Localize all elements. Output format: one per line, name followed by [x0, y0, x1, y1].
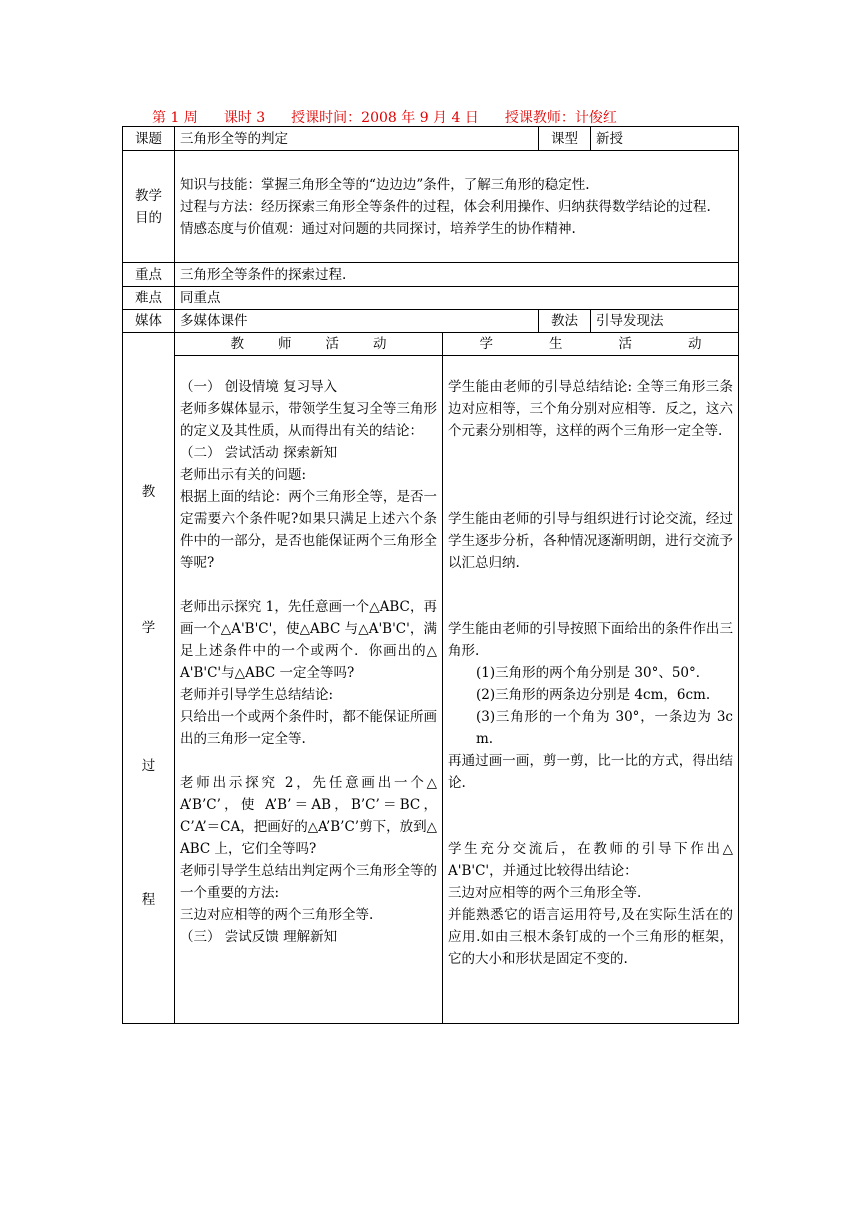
- difficulty-label: 难点: [123, 287, 175, 310]
- teacher-review-text: 老师多媒体显示，带领学生复习全等三角形的定义及其性质，从而得出有关的结论：: [180, 401, 437, 439]
- header-teacher: 授课教师：计俊红: [504, 110, 617, 126]
- student-response-1: 学生能由老师的引导总结结论: 全等三角形三条边对应相等，三个角分别对应相等．反之，这六个元素分别相等，这样的两个三角形一定全等.: [448, 379, 733, 439]
- student-header-char-3: 活: [618, 336, 632, 352]
- teacher-explore-2: 老师出示探究 2，先任意画出一个△A’B’C’，使 A’B’＝AB，B’C’＝BC，C’A’＝CA，把画好的△A’B’C’剪下，放到△ABC 上，它们全等吗?: [180, 775, 437, 857]
- teacher-step-3-title: （三） 尝试反馈 理解新知: [180, 929, 338, 945]
- teacher-method-intro: 老师引导学生总结出判定两个三角形全等的一个重要的方法:: [180, 863, 437, 901]
- topic-value: 三角形全等的判定: [175, 127, 539, 151]
- side-char-2: 学: [141, 620, 156, 636]
- student-activity-header: [443, 333, 739, 356]
- media-label: 媒体: [123, 310, 175, 333]
- media-row: [123, 310, 739, 333]
- student-response-5: 学生充分交流后，在教师的引导下作出△A'B'C'，并通过比较得出结论：: [448, 841, 733, 879]
- header-date: 授课时间：2008 年 9 月 4 日: [291, 110, 479, 126]
- lesson-header: [152, 107, 643, 127]
- side-char-1: 教: [141, 484, 156, 500]
- teacher-step-2-title: （二） 尝试活动 探索新知: [180, 445, 338, 461]
- key-value: 三角形全等条件的探索过程.: [175, 263, 739, 287]
- teacher-summary-1: 只给出一个或两个条件时，都不能保证所画出的三角形一定全等.: [180, 709, 437, 747]
- header-lesson: 课时 3: [223, 110, 266, 126]
- student-condition-1: (1)三角形的两个角分别是 30°、50°．: [476, 665, 710, 681]
- side-char-4: 程: [141, 892, 156, 908]
- student-header-char-1: 学: [479, 336, 493, 352]
- side-char-3: 过: [141, 758, 156, 774]
- process-content-row: [123, 356, 739, 1024]
- goal-attitude: 情感态度与价值观：通过对问题的共同探讨，培养学生的协作精神.: [180, 220, 576, 237]
- teacher-question-intro: 老师出示有关的问题:: [180, 467, 307, 483]
- student-activity-content: [443, 356, 739, 1024]
- teacher-header-char-2: 师: [278, 336, 292, 352]
- process-side-label: [123, 333, 175, 1024]
- teacher-sss-rule: 三边对应相等的两个三角形全等.: [180, 907, 374, 923]
- student-sss-rule: 三边对应相等的两个三角形全等.: [448, 885, 642, 901]
- goal-content: [175, 151, 739, 263]
- goal-label-line-1: 教学: [135, 187, 162, 204]
- goal-label-line-2: 目的: [135, 209, 162, 226]
- process-header-row: [123, 333, 739, 356]
- type-value: 新授: [591, 127, 739, 151]
- student-response-3: 学生能由老师的引导按照下面给出的条件作出三角形.: [448, 621, 733, 659]
- student-application: 并能熟悉它的语言运用符号,及在实际生活在的应用.如由三根木条钉成的一个三角形的框架，它的大小和形状是固定不变的.: [448, 907, 733, 967]
- teacher-header-char-1: 教: [230, 336, 244, 352]
- teacher-question: 根据上面的结论：两个三角形全等，是否一定需要六个条件呢?如果只满足上述六个条件中的一部分，是否也能保证两个三角形全等呢?: [180, 489, 437, 571]
- teacher-activity-content: [175, 356, 443, 1024]
- student-condition-2: (2)三角形的两条边分别是 4cm，6cm.: [476, 687, 711, 703]
- student-header-char-4: 动: [688, 336, 702, 352]
- key-row: [123, 263, 739, 287]
- teacher-summary-intro: 老师并引导学生总结结论:: [180, 687, 334, 703]
- method-label: 教法: [539, 310, 591, 333]
- header-week: 第 1 周: [152, 110, 198, 126]
- goal-process: 过程与方法：经历探索三角形全等条件的过程，体会利用操作、归纳获得数学结论的过程.: [180, 198, 711, 215]
- media-value: 多媒体课件: [175, 310, 539, 333]
- teacher-activity-header: [175, 333, 443, 356]
- student-header-char-2: 生: [549, 336, 563, 352]
- goal-row: [123, 151, 739, 263]
- topic-label: 课题: [123, 127, 175, 151]
- type-label: 课型: [539, 127, 591, 151]
- goal-knowledge: 知识与技能：掌握三角形全等的“边边边”条件，了解三角形的稳定性.: [180, 176, 590, 193]
- teacher-header-char-3: 活: [325, 336, 339, 352]
- teacher-header-char-4: 动: [373, 336, 387, 352]
- lesson-plan-table: [122, 126, 739, 1024]
- student-response-2: 学生能由老师的引导与组织进行讨论交流，经过学生逐步分析，各种情况逐渐明朗，进行交流予以汇总归纳.: [448, 511, 733, 571]
- method-value: 引导发现法: [591, 310, 739, 333]
- teacher-explore-1: 老师出示探究 1，先任意画一个△ABC，再画一个△A'B'C'，使△ABC 与△A'B'C'，满足上述条件中的一个或两个．你画出的△A'B'C'与△ABC 一定全等吗?: [180, 599, 437, 681]
- student-condition-3: (3)三角形的一个角为 30°，一条边为 3cm.: [476, 709, 733, 747]
- goal-label: [123, 151, 175, 263]
- topic-row: [123, 127, 739, 151]
- difficulty-row: [123, 287, 739, 310]
- difficulty-value: 同重点: [175, 287, 739, 310]
- key-label: 重点: [123, 263, 175, 287]
- teacher-step-1-title: （一） 创设情境 复习导入: [180, 379, 338, 395]
- student-response-4: 再通过画一画，剪一剪，比一比的方式，得出结论.: [448, 753, 733, 791]
